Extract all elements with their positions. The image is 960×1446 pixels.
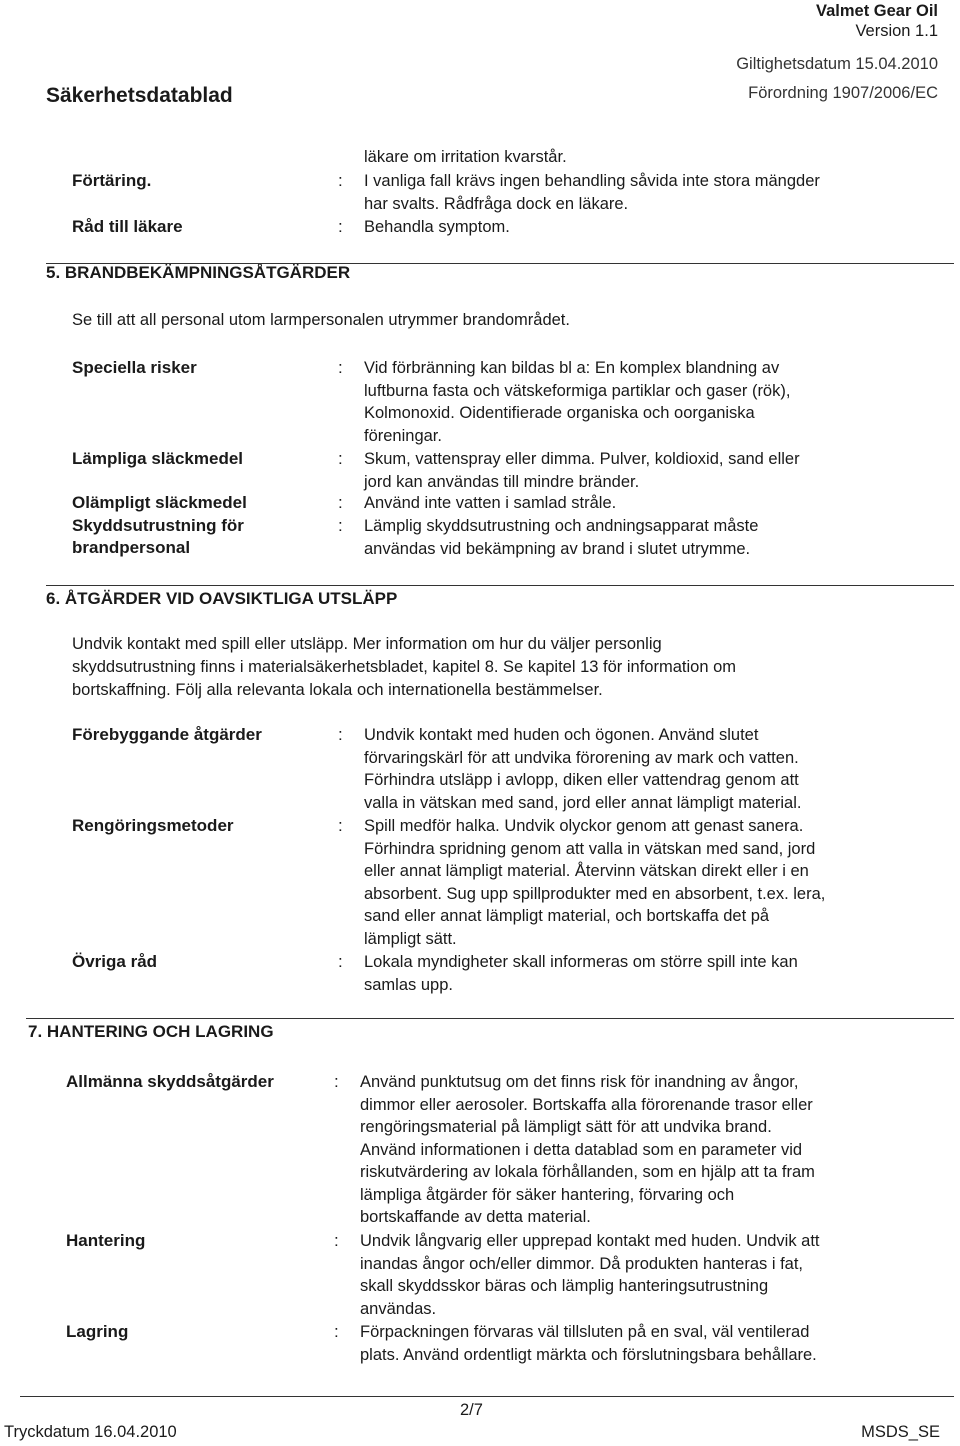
preventive-measures-label: [72, 724, 262, 746]
general-precautions-label: [66, 1071, 274, 1093]
section-5-heading: 5. BRANDBEKÄMPNINGSÅTGÄRDER: [46, 263, 351, 282]
validity-date: Giltighetsdatum 15.04.2010: [736, 55, 938, 73]
section-5-intro: Se till att all personal utom larmpersonalen utrymmer brandområdet.: [72, 311, 570, 329]
document-code: MSDS_SE: [861, 1423, 940, 1441]
handling-label: [66, 1230, 145, 1252]
text-line: Undvik långvarig eller upprepad kontakt med huden. Undvik att: [360, 1232, 820, 1250]
page-number: 2/7: [460, 1401, 483, 1419]
footer-rule: [20, 1396, 954, 1397]
general-precautions-text: [360, 1071, 815, 1229]
text-line: Använd punktutsug om det finns risk för inandning av ångor,: [360, 1073, 799, 1091]
regulation-label: Förordning 1907/2006/EC: [748, 84, 938, 102]
other-advice-label: [72, 951, 157, 973]
colon: :: [338, 816, 343, 835]
colon: :: [334, 1231, 339, 1250]
label-line: brandpersonal: [72, 538, 191, 557]
text-line: Förhindra spridning genom att valla in vätskan med sand, jord: [364, 839, 816, 858]
suitable-extinguishing-text: [364, 448, 800, 493]
ingestion-label: Förtäring.: [72, 171, 152, 190]
text-line: användas.: [360, 1299, 437, 1318]
text-line: Lämplig skyddsutrustning och andningsapparat måste: [364, 517, 759, 535]
document-title: Säkerhetsdatablad: [46, 84, 233, 107]
handling-text: [360, 1230, 820, 1320]
colon: :: [338, 449, 343, 468]
label-line: Hantering: [66, 1231, 146, 1250]
text-line: sand eller annat lämpligt material, och bortskaffa det på: [364, 907, 770, 925]
colon: :: [338, 516, 343, 535]
first-aid-carryover: läkare om irritation kvarstår.: [364, 148, 567, 166]
text-line: Använd inte vatten i samlad stråle.: [364, 494, 617, 512]
colon: :: [338, 725, 343, 744]
text-line: Kolmonoxid. Oidentifierade organiska och oorganiska: [364, 404, 755, 422]
section-7-heading: 7. HANTERING OCH LAGRING: [28, 1022, 274, 1041]
text-line: bortskaffande av detta material.: [360, 1208, 591, 1226]
suitable-extinguishing-label: [72, 448, 243, 470]
colon: :: [334, 1322, 339, 1341]
preventive-measures-text: [364, 724, 801, 814]
label-line: Allmänna skyddsåtgärder: [66, 1072, 274, 1091]
doctor-advice-text: [364, 216, 510, 239]
text-line: inandas ångor och/eller dimmor. Då produkten hanteras i fat,: [360, 1254, 804, 1273]
text-line: Undvik kontakt med spill eller utsläpp. Mer information om hur du väljer personlig: [72, 635, 662, 653]
colon: :: [338, 217, 343, 236]
colon: :: [338, 171, 343, 190]
text-line: Förpackningen förvaras väl tillsluten på en sval, väl ventilerad: [360, 1323, 810, 1341]
colon: :: [338, 358, 343, 377]
text-line: Förhindra utsläpp i avlopp, diken eller vattendrag genom att: [364, 771, 799, 789]
section-rule: [46, 263, 954, 264]
text-line: Behandla symptom.: [364, 218, 510, 236]
label-line: Olämpligt släckmedel: [72, 493, 247, 512]
text-line: har svalts. Rådfråga dock en läkare.: [364, 194, 629, 213]
text-line: lämpliga åtgärder för säker hantering, förvaring och: [360, 1185, 735, 1204]
text-line: I vanliga fall krävs ingen behandling såvida inte stora mängder: [364, 172, 820, 190]
text-line: dimmor eller aerosoler. Bortskaffa alla förorenande trasor eller: [360, 1095, 813, 1114]
print-date: Tryckdatum 16.04.2010: [4, 1423, 177, 1441]
colon: :: [338, 952, 343, 971]
label-line: Förebyggande åtgärder: [72, 725, 262, 744]
text-line: skyddsutrustning finns i materialsäkerhetsbladet, kapitel 8. Se kapitel 13 för information om: [72, 658, 737, 676]
product-name: Valmet Gear Oil: [816, 2, 938, 20]
label-line: Övriga råd: [72, 952, 158, 971]
text-line: Vid förbränning kan bildas bl a: En komplex blandning av: [364, 359, 780, 377]
version-label: Version 1.1: [855, 22, 938, 40]
colon: :: [338, 493, 343, 512]
text-line: Skum, vattenspray eller dimma. Pulver, koldioxid, sand eller: [364, 450, 800, 468]
cleaning-methods-text: [364, 815, 825, 950]
text-line: riskutvärdering av lokala förhållanden, som en hjälp att ta fram: [360, 1163, 815, 1181]
firefighter-equipment-label: [72, 515, 244, 559]
unsuitable-extinguishing-text: [364, 492, 616, 515]
unsuitable-extinguishing-label: [72, 492, 247, 514]
other-advice-text: [364, 951, 798, 996]
text-line: Undvik kontakt med huden och ögonen. Använd slutet: [364, 726, 759, 744]
firefighter-equipment-text: [364, 515, 758, 560]
label-line: Lagring: [66, 1322, 129, 1341]
ingestion-text: [364, 170, 820, 215]
doctor-advice-label: Råd till läkare: [72, 217, 183, 236]
section-6-intro: [72, 633, 736, 702]
text-line: Använd informationen i detta datablad som en parameter vid: [360, 1140, 803, 1159]
cleaning-methods-label: [72, 815, 234, 837]
text-line: Lokala myndigheter skall informeras om större spill inte kan: [364, 953, 798, 971]
section-rule: [46, 585, 954, 586]
text-line: luftburna fasta och vätskeformiga partiklar och gaser (rök),: [364, 381, 791, 400]
label-line: Speciella risker: [72, 358, 197, 377]
text-line: Spill medför halka. Undvik olyckor genom att genast sanera.: [364, 817, 804, 835]
text-line: lämpligt sätt.: [364, 929, 457, 948]
section-6-heading: 6. ÅTGÄRDER VID OAVSIKTLIGA UTSLÄPP: [46, 589, 398, 608]
section-rule: [26, 1018, 954, 1019]
text-line: förvaringskärl för att undvika förorening av mark och vatten.: [364, 748, 799, 767]
storage-text: [360, 1321, 817, 1366]
label-line: Skyddsutrustning för: [72, 516, 244, 535]
text-line: valla in vätskan med sand, jord eller annat lämpligt material.: [364, 793, 802, 812]
text-line: skall skyddsskor bäras och lämplig hanteringsutrustning: [360, 1277, 769, 1295]
text-line: eller annat lämpligt material. Återvinn vätskan direkt eller i en: [364, 862, 809, 880]
storage-label: [66, 1321, 128, 1343]
label-line: Rengöringsmetoder: [72, 816, 234, 835]
label-line: Lämpliga släckmedel: [72, 449, 244, 468]
colon: :: [334, 1072, 339, 1091]
text-line: bortskaffning. Följ alla relevanta lokala och internationella bestämmelser.: [72, 681, 603, 699]
text-line: användas vid bekämpning av brand i slutet utrymme.: [364, 539, 751, 558]
special-hazards-text: [364, 357, 790, 447]
text-line: föreningar.: [364, 426, 442, 445]
special-hazards-label: [72, 357, 197, 379]
text-line: rengöringsmaterial på lämpligt sätt för att undvika brand.: [360, 1118, 772, 1136]
text-line: absorbent. Sug upp spillprodukter med en absorbent, t.ex. lera,: [364, 884, 826, 903]
text-line: jord kan användas till mindre bränder.: [364, 472, 640, 491]
text-line: samlas upp.: [364, 975, 453, 994]
text-line: plats. Använd ordentligt märkta och förslutningsbara behållare.: [360, 1345, 817, 1364]
